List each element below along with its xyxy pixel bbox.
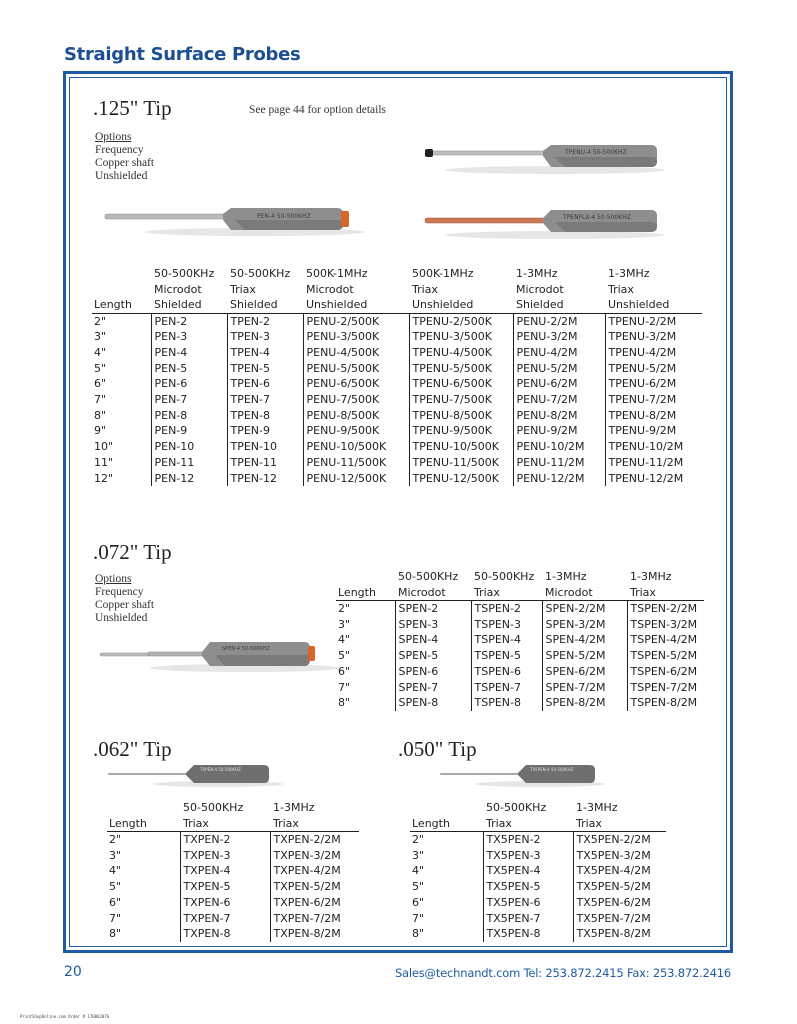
part-number-cell: TX5PEN-2/2M — [573, 832, 666, 848]
table-row — [107, 832, 359, 848]
length-cell: 4" — [338, 633, 351, 647]
part-number-cell: TSPEN-8/2M — [627, 695, 704, 711]
part-number-cell: PENU-8/500K — [303, 408, 409, 424]
section-062-table — [107, 800, 359, 942]
column-header-text: 500K-1MHz — [306, 267, 368, 280]
part-number-cell: PEN-2 — [151, 313, 227, 329]
table-row — [107, 895, 359, 911]
part-number-cell: PEN-9 — [151, 423, 227, 439]
option-item: Frequency — [95, 586, 144, 598]
table-row — [107, 863, 359, 879]
section-050-title: .050" Tip — [398, 737, 477, 761]
part-number-cell: PEN-8 — [151, 408, 227, 424]
part-number-cell: PENU-9/500K — [303, 423, 409, 439]
part-number-cell: TPENU-12/2M — [605, 471, 702, 487]
length-cell: 8" — [338, 696, 351, 710]
length-cell: 6" — [94, 377, 107, 391]
column-header-text: Triax — [183, 816, 209, 830]
part-number-cell: PENU-11/2M — [513, 455, 605, 471]
length-cell: 10" — [94, 440, 114, 454]
column-header-text: 50-500KHz — [486, 801, 547, 814]
part-number-cell: SPEN-8 — [395, 695, 471, 711]
part-number-cell: TPEN-9 — [227, 423, 303, 439]
section-125-table — [92, 266, 702, 486]
part-number-cell: TXPEN-5/2M — [270, 879, 359, 895]
part-number-cell: TXPEN-8 — [180, 926, 270, 942]
part-number-cell: PENU-7/2M — [513, 392, 605, 408]
length-cell: 12" — [94, 471, 114, 485]
probe-label: TX5PEN-4 50-500KHZ — [530, 767, 574, 772]
table-row — [410, 911, 666, 927]
part-number-cell: TPENU-3/500K — [409, 329, 513, 345]
part-number-cell: PEN-10 — [151, 439, 227, 455]
part-number-cell: PENU-10/2M — [513, 439, 605, 455]
part-number-cell: TPENU-3/2M — [605, 329, 702, 345]
length-cell: 8" — [109, 927, 122, 941]
table-row — [336, 695, 704, 711]
column-header — [471, 569, 542, 601]
option-item: Unshielded — [95, 170, 148, 182]
table-row — [107, 911, 359, 927]
length-cell: 6" — [109, 895, 122, 909]
table-header-row — [107, 800, 359, 832]
column-header-text: 50-500KHz — [154, 267, 215, 280]
part-number-cell: TSPEN-2/2M — [627, 601, 704, 617]
column-header-text: Unshielded — [608, 298, 670, 311]
part-number-cell: TSPEN-8 — [471, 695, 542, 711]
part-number-cell: PENU-8/2M — [513, 408, 605, 424]
column-header-length — [410, 800, 483, 832]
probe-image-tpenu — [425, 140, 665, 180]
part-number-cell: PENU-9/2M — [513, 423, 605, 439]
part-number-cell: TPENU-6/2M — [605, 376, 702, 392]
length-cell: 7" — [94, 393, 107, 407]
part-number-cell: TSPEN-5/2M — [627, 648, 704, 664]
probe-image-txpen — [108, 762, 278, 792]
part-number-cell: TPENU-9/2M — [605, 423, 702, 439]
part-number-cell: TSPEN-3 — [471, 617, 542, 633]
part-number-cell: TX5PEN-3 — [483, 848, 573, 864]
table-row — [410, 895, 666, 911]
column-header — [180, 800, 270, 832]
table-row — [410, 832, 666, 848]
table-row — [92, 455, 702, 471]
table-row — [410, 863, 666, 879]
column-header-text: Shielded — [154, 298, 202, 311]
part-number-cell: TX5PEN-5/2M — [573, 879, 666, 895]
section-050-table — [410, 800, 666, 942]
part-number-cell: TX5PEN-7/2M — [573, 911, 666, 927]
part-number-cell: TPENU-12/500K — [409, 471, 513, 487]
part-number-cell: TPEN-12 — [227, 471, 303, 487]
part-number-cell: TPEN-6 — [227, 376, 303, 392]
part-number-cell: TX5PEN-6 — [483, 895, 573, 911]
length-cell: 7" — [338, 680, 351, 694]
part-number-cell: TXPEN-7/2M — [270, 911, 359, 927]
part-number-cell: TX5PEN-8 — [483, 926, 573, 942]
column-header — [573, 800, 666, 832]
column-header — [409, 266, 513, 313]
part-number-cell: TPENU-5/500K — [409, 361, 513, 377]
part-number-cell: TPENU-8/500K — [409, 408, 513, 424]
column-header-text: Shielded — [230, 298, 278, 311]
column-header — [483, 800, 573, 832]
column-header — [395, 569, 471, 601]
part-number-cell: TSPEN-6 — [471, 664, 542, 680]
column-header-text: Length — [109, 816, 147, 830]
column-header-text: Triax — [630, 585, 656, 599]
part-number-cell: TX5PEN-6/2M — [573, 895, 666, 911]
column-header-text: Triax — [230, 282, 256, 296]
table-row — [336, 632, 704, 648]
part-number-cell: TX5PEN-2 — [483, 832, 573, 848]
option-item: Copper shaft — [95, 599, 155, 611]
length-cell: 5" — [338, 649, 351, 663]
part-number-cell: TX5PEN-7 — [483, 911, 573, 927]
part-number-cell: TPEN-2 — [227, 313, 303, 329]
table-row — [410, 879, 666, 895]
column-header-text: 50-500KHz — [230, 267, 291, 280]
probe-image-tx5pen — [440, 762, 610, 792]
part-number-cell: SPEN-4 — [395, 632, 471, 648]
column-header-text: Length — [338, 585, 376, 599]
length-cell: 7" — [412, 911, 425, 925]
option-item: Unshielded — [95, 612, 148, 624]
part-number-cell: TPENU-6/500K — [409, 376, 513, 392]
part-number-cell: PENU-7/500K — [303, 392, 409, 408]
part-number-cell: PEN-12 — [151, 471, 227, 487]
column-header-text: 1-3MHz — [273, 801, 315, 814]
probe-label: TPENFLX-4 50-500KHZ — [563, 214, 631, 221]
part-number-cell: TXPEN-6 — [180, 895, 270, 911]
part-number-cell: TX5PEN-5 — [483, 879, 573, 895]
options-header: Options — [95, 573, 132, 585]
column-header-text: 1-3MHz — [608, 267, 650, 280]
part-number-cell: TXPEN-3 — [180, 848, 270, 864]
part-number-cell: SPEN-6/2M — [542, 664, 627, 680]
part-number-cell: TXPEN-7 — [180, 911, 270, 927]
part-number-cell: SPEN-6 — [395, 664, 471, 680]
column-header — [513, 266, 605, 313]
table-row — [410, 848, 666, 864]
section-072-title: .072" Tip — [93, 540, 172, 564]
probe-label: TXPEN-4 50-500KHZ — [200, 767, 241, 772]
length-cell: 4" — [94, 345, 107, 359]
length-cell: 6" — [412, 895, 425, 909]
part-number-cell: TXPEN-4 — [180, 863, 270, 879]
column-header-text: 1-3MHz — [545, 570, 587, 583]
column-header-length — [107, 800, 180, 832]
part-number-cell: PEN-6 — [151, 376, 227, 392]
table-row — [92, 361, 702, 377]
length-cell: 3" — [109, 848, 122, 862]
column-header-text: Shielded — [516, 298, 564, 311]
part-number-cell: PENU-3/500K — [303, 329, 409, 345]
column-header-text: Triax — [576, 816, 602, 830]
part-number-cell: TPENU-11/2M — [605, 455, 702, 471]
table-row — [92, 408, 702, 424]
table-header-row — [336, 569, 704, 601]
part-number-cell: TXPEN-6/2M — [270, 895, 359, 911]
part-number-cell: TPEN-3 — [227, 329, 303, 345]
section-072-table — [336, 569, 704, 711]
column-header-text: 1-3MHz — [576, 801, 618, 814]
column-header-text: Microdot — [398, 585, 446, 599]
part-number-cell: TSPEN-3/2M — [627, 617, 704, 633]
part-number-cell: TPENU-7/2M — [605, 392, 702, 408]
column-header-text: Length — [94, 298, 132, 311]
part-number-cell: TSPEN-2 — [471, 601, 542, 617]
part-number-cell: PENU-4/500K — [303, 345, 409, 361]
part-number-cell: PEN-11 — [151, 455, 227, 471]
part-number-cell: SPEN-7/2M — [542, 680, 627, 696]
table-row — [336, 601, 704, 617]
table-row — [107, 926, 359, 942]
column-header-text: Triax — [486, 816, 512, 830]
length-cell: 2" — [94, 314, 107, 328]
part-number-cell: TSPEN-7 — [471, 680, 542, 696]
part-number-cell: SPEN-2/2M — [542, 601, 627, 617]
length-cell: 9" — [94, 424, 107, 438]
probe-label: TPENU-4 50-500KHZ — [565, 149, 627, 156]
table-row — [336, 680, 704, 696]
section-062-title: .062" Tip — [93, 737, 172, 761]
part-number-cell: TPENU-8/2M — [605, 408, 702, 424]
column-header-text: 50-500KHz — [398, 570, 459, 583]
length-cell: 3" — [412, 848, 425, 862]
table-row — [336, 648, 704, 664]
part-number-cell: PENU-2/500K — [303, 313, 409, 329]
part-number-cell: SPEN-7 — [395, 680, 471, 696]
part-number-cell: SPEN-3 — [395, 617, 471, 633]
part-number-cell: SPEN-8/2M — [542, 695, 627, 711]
option-item: Copper shaft — [95, 157, 155, 169]
column-header — [270, 800, 359, 832]
table-header-row — [92, 266, 702, 313]
length-cell: 2" — [109, 833, 122, 846]
part-number-cell: SPEN-4/2M — [542, 632, 627, 648]
part-number-cell: TPEN-8 — [227, 408, 303, 424]
length-cell: 5" — [412, 880, 425, 894]
options-header: Options — [95, 131, 132, 143]
part-number-cell: TXPEN-2 — [180, 832, 270, 848]
table-row — [92, 345, 702, 361]
part-number-cell: TPENU-2/2M — [605, 313, 702, 329]
part-number-cell: TSPEN-6/2M — [627, 664, 704, 680]
table-row — [107, 879, 359, 895]
part-number-cell: TXPEN-8/2M — [270, 926, 359, 942]
column-header-text: Triax — [273, 816, 299, 830]
section-125-options — [95, 131, 154, 183]
column-header — [227, 266, 303, 313]
part-number-cell: SPEN-5 — [395, 648, 471, 664]
part-number-cell: TPENU-9/500K — [409, 423, 513, 439]
option-details-note: See page 44 for option details — [249, 104, 387, 116]
table-row — [107, 848, 359, 864]
part-number-cell: SPEN-5/2M — [542, 648, 627, 664]
part-number-cell: SPEN-2 — [395, 601, 471, 617]
length-cell: 2" — [338, 602, 351, 615]
column-header-text: Triax — [608, 282, 634, 296]
part-number-cell: PENU-11/500K — [303, 455, 409, 471]
part-number-cell: PENU-5/2M — [513, 361, 605, 377]
table-row — [336, 617, 704, 633]
part-number-cell: TXPEN-4/2M — [270, 863, 359, 879]
table-row — [92, 439, 702, 455]
column-header-length — [92, 266, 151, 313]
part-number-cell: TXPEN-3/2M — [270, 848, 359, 864]
column-header-text: 50-500KHz — [474, 570, 535, 583]
probe-label: PEN-4 50-500KHZ — [257, 213, 311, 220]
page-title: Straight Surface Probes — [64, 44, 301, 65]
part-number-cell: SPEN-3/2M — [542, 617, 627, 633]
part-number-cell: TPENU-11/500K — [409, 455, 513, 471]
length-cell: 4" — [109, 864, 122, 878]
length-cell: 5" — [94, 361, 107, 375]
part-number-cell: TXPEN-2/2M — [270, 832, 359, 848]
length-cell: 4" — [412, 864, 425, 878]
part-number-cell: TPEN-4 — [227, 345, 303, 361]
part-number-cell: PENU-12/500K — [303, 471, 409, 487]
column-header-text: Microdot — [545, 585, 593, 599]
column-header-text: 500K-1MHz — [412, 267, 474, 280]
part-number-cell: PEN-5 — [151, 361, 227, 377]
part-number-cell: PEN-7 — [151, 392, 227, 408]
probe-image-spen — [100, 638, 330, 678]
column-header-text: Triax — [412, 282, 438, 296]
table-row — [92, 376, 702, 392]
part-number-cell: PENU-6/2M — [513, 376, 605, 392]
column-header-length — [336, 569, 395, 601]
part-number-cell: TPEN-7 — [227, 392, 303, 408]
part-number-cell: TX5PEN-4/2M — [573, 863, 666, 879]
part-number-cell: TPEN-5 — [227, 361, 303, 377]
table-row — [410, 926, 666, 942]
part-number-cell: TPENU-10/500K — [409, 439, 513, 455]
part-number-cell: TPENU-4/2M — [605, 345, 702, 361]
option-item: Frequency — [95, 144, 144, 156]
part-number-cell: PENU-10/500K — [303, 439, 409, 455]
probe-image-pen — [105, 202, 355, 242]
column-header-text: Microdot — [154, 282, 202, 296]
length-cell: 3" — [338, 617, 351, 631]
length-cell: 8" — [412, 927, 425, 941]
contact-info: Sales@technandt.com Tel: 253.872.2415 Fax: 253.872.2416 — [394, 966, 731, 980]
print-stamp: PrintShopOnline.com Order # 170862076 — [20, 1014, 110, 1019]
column-header — [151, 266, 227, 313]
part-number-cell: TSPEN-5 — [471, 648, 542, 664]
length-cell: 7" — [109, 911, 122, 925]
column-header-text: 1-3MHz — [516, 267, 558, 280]
column-header-text: Unshielded — [306, 298, 368, 311]
table-row — [92, 329, 702, 345]
probe-label: SPEN-4 50-500KHZ — [222, 646, 270, 652]
column-header-text: Triax — [474, 585, 500, 599]
column-header-text: Microdot — [306, 282, 354, 296]
part-number-cell: PENU-6/500K — [303, 376, 409, 392]
page-number: 20 — [64, 964, 82, 980]
column-header-text: 50-500KHz — [183, 801, 244, 814]
part-number-cell: PENU-5/500K — [303, 361, 409, 377]
table-row — [92, 471, 702, 487]
length-cell: 5" — [109, 880, 122, 894]
part-number-cell: TX5PEN-4 — [483, 863, 573, 879]
part-number-cell: TX5PEN-3/2M — [573, 848, 666, 864]
column-header — [542, 569, 627, 601]
part-number-cell: TPENU-10/2M — [605, 439, 702, 455]
part-number-cell: PEN-3 — [151, 329, 227, 345]
column-header — [303, 266, 409, 313]
part-number-cell: PENU-4/2M — [513, 345, 605, 361]
length-cell: 8" — [94, 408, 107, 422]
column-header — [605, 266, 702, 313]
part-number-cell: PEN-4 — [151, 345, 227, 361]
part-number-cell: TPEN-11 — [227, 455, 303, 471]
part-number-cell: PENU-12/2M — [513, 471, 605, 487]
part-number-cell: TSPEN-4/2M — [627, 632, 704, 648]
column-header-text: Microdot — [516, 282, 564, 296]
part-number-cell: TPENU-4/500K — [409, 345, 513, 361]
part-number-cell: TXPEN-5 — [180, 879, 270, 895]
table-row — [336, 664, 704, 680]
table-row — [92, 392, 702, 408]
probe-image-tpenflx — [425, 205, 665, 245]
part-number-cell: TPEN-10 — [227, 439, 303, 455]
part-number-cell: TSPEN-4 — [471, 632, 542, 648]
table-header-row — [410, 800, 666, 832]
column-header-text: 1-3MHz — [630, 570, 672, 583]
part-number-cell: TX5PEN-8/2M — [573, 926, 666, 942]
section-072-options — [95, 573, 154, 625]
part-number-cell: TSPEN-7/2M — [627, 680, 704, 696]
part-number-cell: TPENU-2/500K — [409, 313, 513, 329]
part-number-cell: TPENU-5/2M — [605, 361, 702, 377]
part-number-cell: TPENU-7/500K — [409, 392, 513, 408]
length-cell: 6" — [338, 664, 351, 678]
column-header-text: Length — [412, 816, 450, 830]
table-row — [92, 313, 702, 329]
length-cell: 3" — [94, 330, 107, 344]
column-header-text: Unshielded — [412, 298, 474, 311]
part-number-cell: PENU-3/2M — [513, 329, 605, 345]
section-125-title: .125" Tip — [93, 96, 172, 120]
length-cell: 2" — [412, 833, 425, 846]
length-cell: 11" — [94, 455, 114, 469]
column-header — [627, 569, 704, 601]
table-row — [92, 423, 702, 439]
part-number-cell: PENU-2/2M — [513, 313, 605, 329]
